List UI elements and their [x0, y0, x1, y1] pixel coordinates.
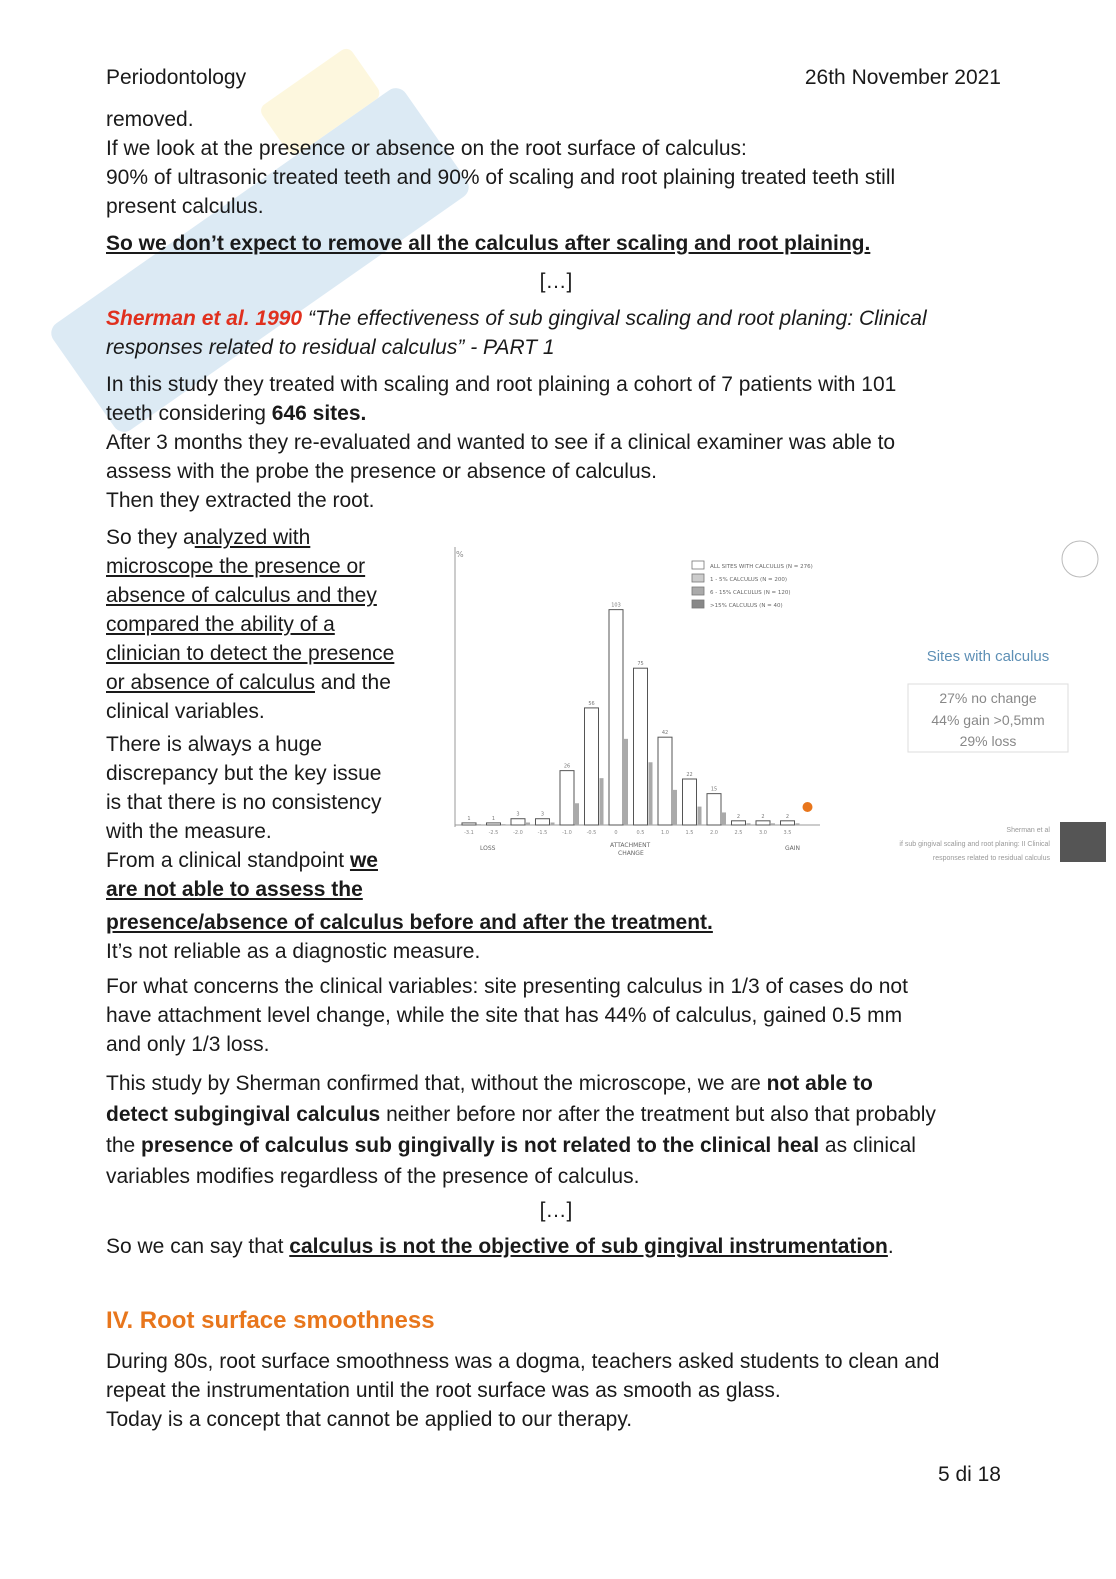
bar [536, 819, 550, 825]
bar-value-label: 75 [637, 661, 644, 668]
highlight-marker-icon [803, 802, 813, 812]
bar [487, 823, 501, 825]
bar [756, 821, 770, 825]
bar [683, 779, 697, 825]
bar [560, 771, 574, 825]
stat-no-change: 27% no change [939, 690, 1037, 706]
paragraph-clinical-variables: For what concerns the clinical variables: site presenting calculus in 1/3 of cases do not have attachment level change, while the site that has 44% of calculus, gained 0.5 mm and only 1/3 loss. [106, 975, 908, 1056]
journal-thumbnail [1060, 822, 1106, 862]
side-panel-title: Sites with calculus [926, 648, 1050, 665]
paragraph-smoothness: During 80s, root surface smoothness was a dogma, teachers asked students to clean and repeat the instrumentation until the root surface was as smooth as glass. Today is a concept that cannot be applied to our therapy. [106, 1350, 940, 1431]
bar [781, 821, 795, 825]
column-paragraph-microscope: So they analyzed with microscope the presence or absence of calculus and they compared the ability of a clinician to detect the presence or absence of calculus and the clinical variables. [106, 526, 395, 723]
x-label-gain: GAIN [785, 845, 801, 852]
paragraph-objective: So we can say that calculus is not the objective of sub gingival instrumentation. [106, 1235, 894, 1258]
x-tick-label: 3.5 [783, 830, 792, 836]
bar [634, 668, 648, 825]
bar-sub [796, 823, 800, 825]
legend-item: ALL SITES WITH CALCULUS (N = 276) [710, 564, 813, 570]
bar-sub [771, 823, 775, 825]
bar-value-label: 2 [785, 813, 790, 820]
x-label-attachment: ATTACHMENT [610, 842, 651, 849]
x-tick-label: -2.0 [513, 830, 523, 836]
bar [609, 610, 623, 825]
bar-sub [600, 778, 604, 825]
bar-value-label: 26 [563, 763, 571, 770]
bar-value-label: 1 [491, 815, 496, 822]
column-paragraph-discrepancy: There is always a huge discrepancy but the key issue is that there is no consistency with the measure. From a clinical standpoint we are not able to assess the [106, 733, 382, 901]
x-tick-label: -2.5 [488, 830, 499, 836]
x-label-loss: LOSS [480, 845, 496, 852]
study-citation [106, 304, 1006, 362]
stat-loss: 29% loss [959, 733, 1017, 749]
ellipsis-2: […] [539, 1199, 573, 1222]
x-tick-label: 1.5 [685, 830, 694, 836]
bar-sub [551, 822, 555, 825]
caption-line: responses related to residual calculus [932, 855, 1050, 862]
bar-value-label: 15 [710, 786, 718, 793]
bar-value-label: 2 [761, 813, 765, 820]
bar-sub [673, 790, 677, 825]
paragraph-sherman-conclusion: This study by Sherman confirmed that, without the microscope, we are not able to detect subgingival calculus neither before nor after the treatment but also that probably the presence of calculus sub gingivally is not related to the clinical heal as clinical variables modifies regardless of the presence of calculus. [106, 1072, 936, 1188]
bar-sub [477, 824, 481, 825]
paragraph-study: In this study they treated with scaling and root plaining a cohort of 7 patients with 101 teeth considering 646 sites. After 3 months they re-evaluated and wanted to see if a clinical examiner was able to assess with the probe the presence or absence of calculus. Then they extracted the root. [106, 373, 897, 512]
caption-line: Sherman et al [1006, 827, 1050, 834]
bar-sub [747, 823, 751, 825]
bar-sub [649, 762, 653, 825]
bar-value-label: 3 [540, 811, 545, 818]
bar-value-label: 22 [686, 772, 693, 778]
x-label-change: CHANGE [618, 850, 644, 857]
legend-item: 6 - 15% CALCULUS (N = 120) [710, 590, 791, 596]
x-tick-label: 1.0 [661, 830, 669, 836]
x-tick-label: -1.5 [537, 830, 548, 836]
text-line: present calculus. [106, 195, 264, 218]
bar-value-label: 103 [611, 602, 621, 609]
caption-line: if sub gingival scaling and root planing: II Clinical [899, 841, 1050, 848]
bar-sub [624, 739, 628, 825]
text-line: 90% of ultrasonic treated teeth and 90% of scaling and root plaining treated teeth still [106, 166, 896, 189]
bar-value-label: 2 [736, 813, 741, 820]
bar [707, 794, 721, 825]
section-heading: IV. Root surface smoothness [106, 1307, 435, 1334]
bar-sub [698, 807, 702, 825]
bar [462, 823, 476, 825]
header-course: Periodontology [106, 66, 247, 89]
x-tick-label: 2.5 [734, 830, 743, 836]
ellipsis: […] [539, 270, 573, 293]
x-tick-label: 3.0 [759, 830, 767, 836]
bar-value-label: 3 [516, 811, 520, 818]
x-tick-label: 0 [614, 830, 618, 836]
bar [658, 737, 672, 825]
bar [732, 821, 746, 825]
y-axis-label: % [456, 550, 464, 559]
chart-figure [440, 537, 1108, 865]
legend-item: 1 - 5% CALCULUS (N = 200) [710, 577, 788, 583]
bar-value-label: 1 [467, 815, 471, 822]
study-author: Sherman et al. 1990 [106, 307, 303, 330]
study-title-cont: responses related to residual calculus” - PART 1 [106, 336, 555, 359]
bar [511, 819, 525, 825]
legend-item: >15% CALCULUS (N = 40) [710, 603, 783, 609]
x-tick-label: 2.0 [710, 830, 718, 836]
bar-value-label: 56 [588, 700, 595, 707]
text-line: removed. [106, 108, 194, 131]
study-title: “The effectiveness of sub gingival scaling and root planing: Clinical [307, 307, 927, 330]
x-tick-label: 0.5 [636, 830, 645, 836]
x-tick-label: -1.0 [562, 830, 572, 836]
stat-gain: 44% gain >0,5mm [931, 712, 1045, 728]
bar-sub [502, 824, 506, 825]
header-date: 26th November 2021 [804, 66, 1001, 89]
key-statement: So we don’t expect to remove all the calculus after scaling and root plaining. [106, 232, 871, 255]
paragraph-conclusion-detect: presence/absence of calculus before and after the treatment. It’s not reliable as a diagnostic measure. [106, 911, 713, 963]
bar-sub [526, 822, 530, 825]
bar-sub [575, 803, 579, 825]
x-tick-label: -0.5 [586, 830, 597, 836]
bar-sub [722, 812, 726, 825]
page-number: 5 di 18 [937, 1463, 1001, 1486]
bar [585, 708, 599, 825]
x-tick-label: -3.1 [464, 830, 474, 836]
bar-value-label: 42 [661, 730, 669, 737]
text-line: If we look at the presence or absence on the root surface of calculus: [106, 137, 747, 160]
paragraph-intro [106, 105, 1006, 221]
